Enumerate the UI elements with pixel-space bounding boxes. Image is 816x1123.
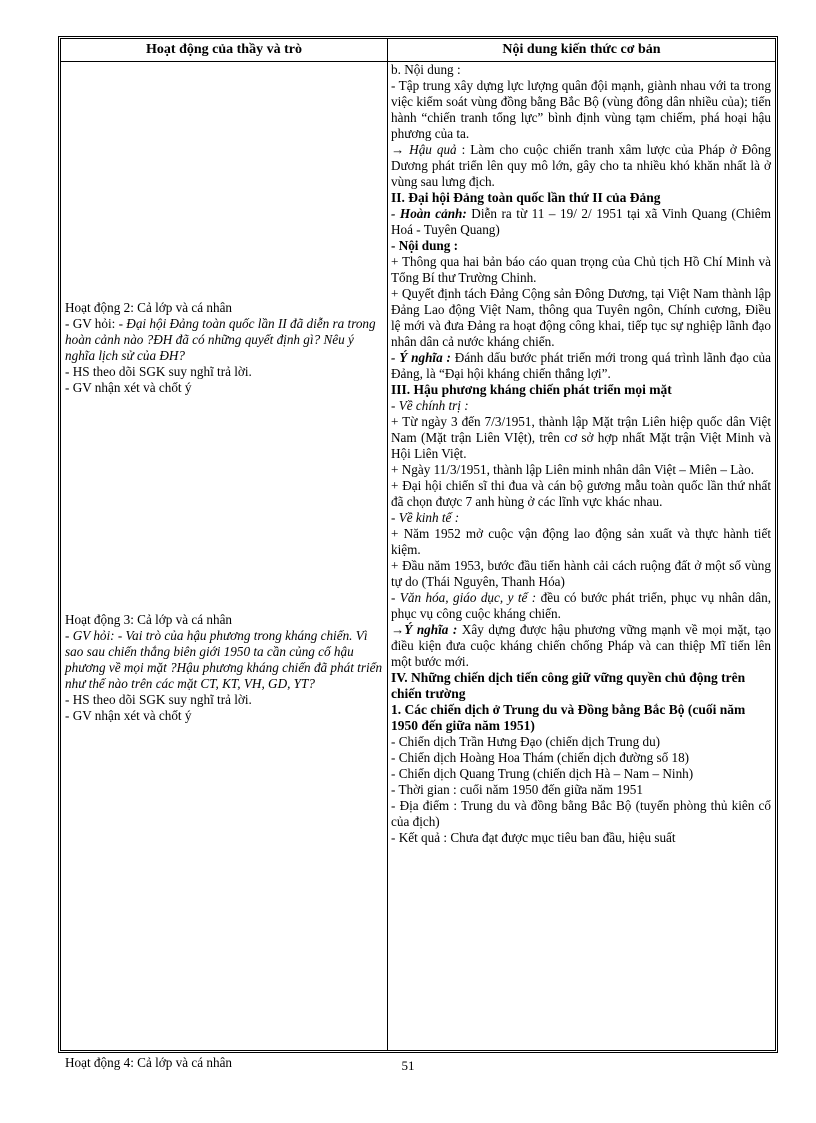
campaign-2: - Chiến dịch Hoàng Hoa Thám (chiến dịch đường số 18) [391, 750, 690, 765]
economy-label: - Về kinh tế : [391, 510, 460, 525]
economy-p1: + Năm 1952 mở cuộc vận động lao động sản xuất và thực hành tiết kiệm. [391, 526, 771, 557]
activity-2-hs: - HS theo dõi SGK suy nghĩ trả lời. [65, 364, 252, 379]
culture: - Văn hóa, giáo dục, y tế : đều có bước phát triển, phục vụ nhân dân, phục vụ công cuộc kháng chiến. [391, 590, 771, 621]
column-divider [387, 39, 388, 1050]
economy-p2: + Đầu năm 1953, bước đầu tiến hành cải cách ruộng đất ở một số vùng tự do (Thái Nguyên, Thanh Hóa) [391, 558, 771, 589]
section-2-title: II. Đại hội Đảng toàn quốc lần thứ II của Đảng [391, 190, 661, 205]
politics-p1: + Từ ngày 3 đến 7/3/1951, thành lập Mặt trận Liên hiệp quốc dân Việt Nam (Mặt trận Liên VIệt), trên cơ sở hợp nhất Mặt trận Việt Minh và Hội Liên Việt. [391, 414, 771, 461]
content-b-title: b. Nội dung : [391, 62, 461, 77]
campaign-3: - Chiến dịch Quang Trung (chiến dịch Hà – Nam – Ninh) [391, 766, 694, 781]
table-header-row [61, 39, 775, 62]
page-number: 51 [401, 1058, 415, 1073]
activity-2-gv: - GV nhận xét và chốt ý [65, 380, 192, 395]
header-left: Hoạt động của thầy và trò [146, 42, 302, 57]
header-right: Nội dung kiến thức cơ bản [502, 42, 661, 57]
context: - Hoàn cảnh: Diễn ra từ 11 – 19/ 2/ 1951 tại xã Vinh Quang (Chiêm Hoá - Tuyên Quang) [391, 206, 771, 237]
significance: - Ý nghĩa : Đánh dấu bước phát triển mới trong quá trình lãnh đạo của Đảng, là “Đại hội kháng chiến thắng lợi”. [391, 350, 771, 381]
content-label: - Nội dung : [391, 238, 459, 253]
lesson-table [58, 36, 778, 1070]
activity-4-title: Hoạt động 4: Cả lớp và cá nhân [65, 1055, 233, 1070]
right-column [391, 62, 771, 1050]
politics-label: - Về chính trị : [391, 398, 469, 413]
activity-3-question: - GV hỏi: - Vai trò của hậu phương trong kháng chiến. Vì sao sau chiến thắng biên giới 1950 ta cần củng cố hậu phương về mọi mặt ?Hậu phương kháng chiến đã phát triển như thế nào trên các mặt CT, KT, VH, GD, YT? [65, 628, 383, 691]
content-p2: + Quyết định tách Đảng Cộng sản Đông Dương, tại Việt Nam thành lập Đảng Lao động Việt Nam, thông qua Tuyên ngôn, Chính cương, Điều lệ mới và đưa Đảng ra hoạt động công khai, tiếp tục sự nghiệp lãnh đạo nhân dân cả nước kháng chiến. [391, 286, 771, 349]
section-3-title: III. Hậu phương kháng chiến phát triển mọi mặt [391, 382, 672, 397]
activity-3-hs: - HS theo dõi SGK suy nghĩ trả lời. [65, 692, 252, 707]
result: - Kết quả : Chưa đạt được mục tiêu ban đầu, hiệu suất [391, 830, 676, 845]
significance-2: →Ý nghĩa : Xây dựng được hậu phương vững mạnh về mọi mặt, tạo điều kiện đưa cuộc kháng chiến chống Pháp và can thiệp Mĩ tiến lên một bước mới. [391, 622, 771, 669]
politics-p2: + Ngày 11/3/1951, thành lập Liên minh nhân dân Việt – Miên – Lào. [391, 462, 755, 477]
content-p1: + Thông qua hai bản báo cáo quan trọng của Chủ tịch Hồ Chí Minh và Tổng Bí thư Trường Chinh. [391, 254, 771, 285]
subsection-1-title: 1. Các chiến dịch ở Trung du và Đồng bằng Bắc Bộ (cuối năm 1950 đến giữa năm 1951) [391, 702, 746, 733]
activity-3 [65, 612, 383, 724]
activity-2-question: - GV hỏi: - Đại hội Đảng toàn quốc lần II đã diễn ra trong hoàn cảnh nào ?ĐH đã có những quyết định gì? Nêu ý nghĩa lịch sử của ĐH? [65, 316, 376, 363]
location: - Địa điểm : Trung du và đồng bằng Bắc Bộ (tuyến phòng thủ kiên cố của địch) [391, 798, 771, 829]
politics-p3: + Đại hội chiến sĩ thi đua và cán bộ gương mẫu toàn quốc lần thứ nhất đã chọn được 7 anh hùng ở các lĩnh vực khác nhau. [391, 478, 771, 509]
content-b-p1: - Tập trung xây dựng lực lượng quân đội mạnh, giành nhau với ta trong việc kiểm soát vùng đồng bằng Bắc Bộ (vùng đông dân nhiều của); tiến hành “chiến tranh tổng lực” bình định vùng tạm chiếm, phá hoại hậu phương của ta. [391, 78, 771, 141]
section-4-title: IV. Những chiến dịch tiến công giữ vững quyền chủ động trên chiến trường [391, 670, 746, 701]
campaign-1: - Chiến dịch Trần Hưng Đạo (chiến dịch Trung du) [391, 734, 661, 749]
activity-2-title: Hoạt động 2: Cả lớp và cá nhân [65, 300, 233, 315]
left-column [65, 61, 383, 1070]
consequence: → Hậu quả : Làm cho cuộc chiến tranh xâm lược của Pháp ở Đông Dương phát triển lên quy mô lớn, gây cho ta nhiều khó khăn nhất là ở vùng sau lưng địch. [391, 142, 772, 189]
activity-3-gv: - GV nhận xét và chốt ý [65, 708, 192, 723]
activity-3-title: Hoạt động 3: Cả lớp và cá nhân [65, 612, 233, 627]
activity-2 [65, 300, 383, 396]
time: - Thời gian : cuối năm 1950 đến giữa năm 1951 [391, 782, 643, 797]
